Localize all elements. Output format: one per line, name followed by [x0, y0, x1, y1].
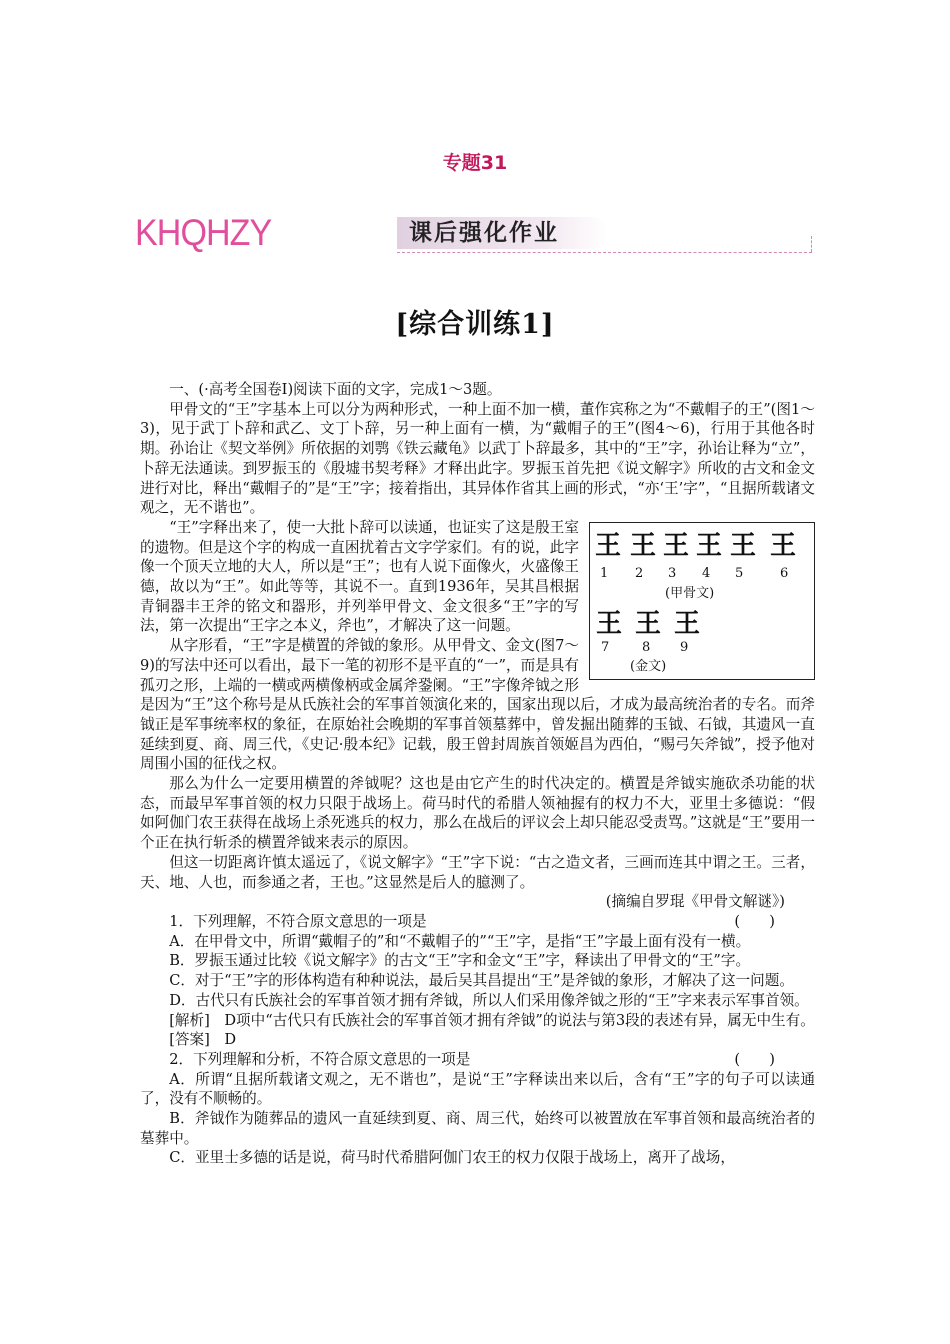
banner-underline [397, 252, 812, 253]
oracle-glyph-4: 王 [696, 530, 723, 561]
question-1-option-b: B．罗振玉通过比较《说文解字》的古文“王”字和金文“王”字，释读出了甲骨文的“王”字。 [169, 952, 751, 970]
wang-character-figure [589, 522, 815, 680]
question-1-option-a: A．在甲骨文中，所谓“戴帽子的”和“不戴帽子的”“王”字，是指“王”字最上面有没有一横。 [169, 932, 751, 950]
figure-number: 7 [601, 639, 610, 655]
oracle-glyph-1: 王 [595, 530, 622, 561]
banner-hook [811, 236, 812, 252]
figure-number: 1 [600, 565, 609, 581]
bronze-glyph-9: 王 [674, 608, 701, 639]
question-2-option-b: B．斧钺作为随葬品的遗风一直延续到夏、商、周三代，始终可以被置放在军事首领和最高统治者的墓葬中。 [140, 1110, 815, 1147]
bronze-glyph-8: 王 [635, 608, 662, 639]
question-1-answer: [答案] D [169, 1031, 237, 1049]
figure-number: 6 [780, 565, 789, 581]
figure-number: 2 [635, 565, 644, 581]
answer-bracket: ( ) [734, 1050, 775, 1068]
bronze-glyph-7: 王 [596, 608, 623, 639]
paragraph-4: 那么为什么一定要用横置的斧钺呢？这也是由它产生的时代决定的。横置是斧钺实施砍杀功能的状态，而最早军事首领的权力只限于战场上。荷马时代的希腊人领袖握有的权力不大，亚里士多德说：“假如阿伽门农王获得在战场上杀死逃兵的权力，那么在战后的评议会上却只能忍受责骂。”这就是“王”要用一个正在执行斩杀的横置斧钺来表示的原因。 [140, 775, 815, 852]
figure-number: 8 [642, 639, 651, 655]
oracle-caption: (甲骨文) [665, 585, 715, 601]
figure-number: 9 [680, 639, 689, 655]
oracle-glyph-2: 王 [630, 530, 657, 561]
oracle-glyph-5: 王 [730, 530, 757, 561]
paragraph-2: “王”字释出来了，使一大批卜辞可以读通，也证实了这是殷王室的遗物。但是这个字的构成一直困扰着古文字学家们。有的说，此字像一个顶天立地的大人，所以是“王”；也有人说下面像火，火盛像王德，故以为“王”。如此等等，其说不一。直到1936年，吴其昌根据青铜器丰王斧的铭文和器形，并列举甲骨文、金文很多“王”字的写法，第一次提出“王字之本义，斧也”，才解决了这一问题。 [140, 518, 579, 635]
paragraph-5: 但这一切距离许慎太遥远了，《说文解字》“王”字下说：“古之造文者，三画而连其中谓之王。三者，天、地、人也，而参通之者，王也。”这显然是后人的臆测了。 [140, 853, 815, 891]
oracle-glyph-6: 王 [770, 530, 797, 561]
paragraph-3: 从字形看，“王”字是横置的斧钺的象形。从甲骨文、金文(图7～9)的写法中还可以看出，最下一笔的初形不是平直的“一”，而是具有孤刃之形，上端的一横或两横像柄或金属斧銎阑。“王”字像斧钺之形是因为“王”这个称号是从氏族社会的军事首领演化来的，国家出现以后，才成为最高统治者的专名。而斧钺正是军事统率权的象征，在原始社会晚期的军事首领墓葬中，曾发掘出随葬的玉钺、石钺，其遗风一直延续到夏、商、周三代，《史记·殷本纪》记载，殷王曾封周族首领姬昌为西伯，“赐弓矢斧钺”，授予他对周围小国的征伐之权。 [140, 637, 815, 773]
figure-number: 4 [702, 565, 711, 581]
answer-bracket: ( ) [734, 912, 775, 930]
paragraph-1: 甲骨文的“王”字基本上可以分为两种形式，一种上面不加一横，董作宾称之为“不戴帽子的王”(图1～3)，见于武丁卜辞和武乙、文丁卜辞，另一种上面有一横，为“戴帽子的王”(图4～6)，行用于其他各时期。孙诒让《契文举例》所依据的刘鹗《铁云藏龟》以武丁卜辞最多，其中的“王”字，孙诒让释为“立”，卜辞无法通读。到罗振玉的《殷墟书契考释》才释出此字。罗振玉首先把《说文解字》所收的古文和金文进行对比，释出“戴帽子的”是“王”字；接着指出，其异体作省其上画的形式，“亦‘王’字”，“且据所载诸文观之，无不谐也”。 [140, 400, 815, 517]
question-1 [140, 912, 815, 932]
question-2 [140, 1050, 815, 1070]
article-body [140, 380, 815, 1168]
homework-banner [135, 214, 695, 254]
topic-title: 专题31 [442, 152, 508, 174]
banner-logo: KHQHZY [135, 212, 272, 253]
section-title: [综合训练1] [395, 309, 555, 340]
intro-line: 一、(·高考全国卷Ⅰ)阅读下面的文字，完成1～3题。 [169, 381, 502, 398]
question-1-option-d: D．古代只有氏族社会的军事首领才拥有斧钺，所以人们采用像斧钺之形的“王”字来表示军事首领。 [169, 991, 809, 1009]
question-2-option-a: A．所谓“且据所载诸文观之，无不谐也”，是说“王”字释读出来以后，含有“王”字的句子可以读通了，没有不顺畅的。 [140, 1070, 815, 1108]
source-citation: (摘编自罗琨《甲骨文解谜》) [605, 893, 785, 911]
oracle-glyph-3: 王 [663, 530, 690, 561]
figure-number: 5 [735, 565, 744, 581]
question-2-option-c: C．亚里士多德的话是说，荷马时代希腊阿伽门农王的权力仅限于战场上，离开了战场， [169, 1149, 735, 1167]
question-1-option-c: C．对于“王”字的形体构造有种种说法，最后吴其昌提出“王”是斧钺的象形，才解决了这一问题。 [169, 972, 794, 990]
question-1-analysis: [解析] D项中“古代只有氏族社会的军事首领才拥有斧钺”的说法与第3段的表述有异，属无中生有。 [169, 1011, 815, 1029]
figure-number: 3 [668, 565, 677, 581]
bronze-caption: (金文) [630, 658, 667, 674]
question-1-text: 1．下列理解，不符合原文意思的一项是 [169, 912, 427, 930]
banner-label: 课后强化作业 [409, 220, 559, 246]
question-2-text: 2．下列理解和分析，不符合原文意思的一项是 [169, 1050, 471, 1068]
